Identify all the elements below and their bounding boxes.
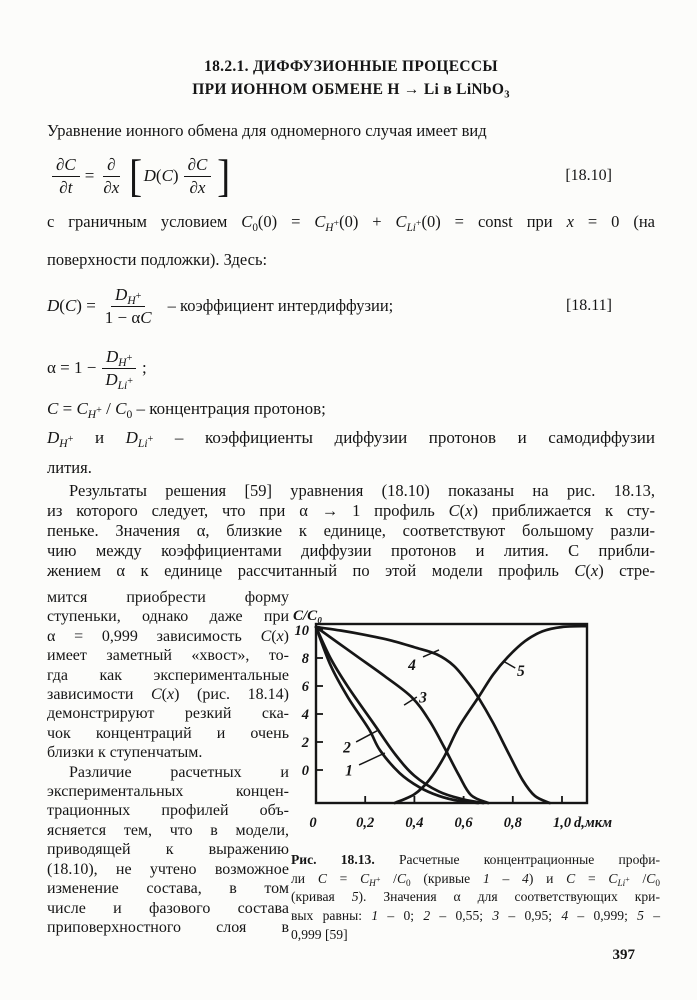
- text-line: экспериментальных концен-: [47, 783, 289, 801]
- section-heading-line1: 18.2.1. ДИФФУЗИОННЫЕ ПРОЦЕССЫ: [204, 58, 498, 75]
- text-line: Различие расчетных и: [69, 763, 289, 781]
- svg-text:d,мкм: d,мкм: [574, 815, 613, 831]
- text-line: трационных профилей объ-: [47, 802, 289, 820]
- svg-text:3: 3: [419, 689, 427, 707]
- svg-text:0,8: 0,8: [503, 815, 522, 831]
- text-line: приводящей к выражению: [47, 841, 289, 859]
- text-line: жением α к единице рассчитанный по этой модели профиль C(x) стре-: [47, 561, 655, 580]
- text-line: ясняется тем, что в модели,: [47, 821, 289, 839]
- frac-dc-dx: $\frac{\partial C}{\partial x}$: [184, 155, 212, 197]
- text-line: 0,999 [59]: [291, 926, 348, 942]
- figure-caption: [291, 851, 660, 945]
- frac-dc-dt: $\frac{\partial C}{\partial t}$: [52, 155, 80, 197]
- text-line: чок концентраций и очень: [47, 724, 289, 742]
- svg-text:1,0: 1,0: [552, 815, 572, 831]
- text-line: мится приобрести форму: [47, 589, 289, 606]
- text-line: α = 0,999 зависимость C(x): [47, 627, 289, 645]
- section-heading-line2: ПРИ ИОННОМ ОБМЕНЕ Н → Li в LiNbO$_3$: [192, 81, 510, 101]
- svg-text:8: 8: [301, 651, 309, 667]
- text-line: (кривая 5). Значения α для соответствующих кри-: [291, 889, 660, 905]
- frac-alpha: $\frac{D_{H^+}}{D_{Li^+}}$: [101, 347, 137, 389]
- text-line: демонстрируют резкий ска-: [47, 705, 289, 723]
- text-line: приповерхностного слоя в: [47, 918, 289, 936]
- text-line: вых равны: 1 – 0; 2 – 0,55; 3 – 0,95; 4 – 0,999; 5 –: [291, 908, 661, 924]
- text-line: Результаты решения [59] уравнения (18.10) показаны на рис. 18.13,: [69, 481, 655, 500]
- svg-text:5: 5: [517, 663, 525, 680]
- text-line: гда как экспериментальные: [47, 666, 289, 684]
- svg-text:0,4: 0,4: [405, 815, 424, 831]
- page-number: 397: [612, 947, 635, 963]
- svg-text:2: 2: [301, 735, 309, 751]
- svg-text:C/C₀: C/C₀: [293, 608, 323, 624]
- frac-d-dx: $\frac{\partial}{\partial x}$: [103, 154, 120, 197]
- text-line: числе и фазового состава: [47, 899, 289, 917]
- right-bracket: ]: [217, 150, 231, 202]
- text-line: (18.10), не учтено возможное: [47, 860, 289, 878]
- equation-number-18-10: [18.10]: [565, 167, 612, 184]
- equation-number-18-11: [18.11]: [565, 297, 612, 314]
- equation-diffcoef-line2: лития.: [47, 458, 92, 477]
- equation-18-11: D(C) = $\frac{D_{H^+}}{1 - \alpha C}$ – коэффициент интердиффузии; [18.11]: [47, 284, 612, 327]
- boundary-condition-line2: поверхности подложки). Здесь:: [47, 250, 268, 269]
- intro-line: Уравнение ионного обмена для одномерного случая имеет вид: [47, 121, 487, 140]
- section-heading: [47, 55, 655, 101]
- svg-text:0: 0: [301, 763, 309, 779]
- equation-diffcoef-line1: $D_{H^+}$ и $D_{Li^+}$ – коэффициенты диффузии протонов и самодиффузии: [47, 428, 655, 451]
- svg-text:4: 4: [301, 707, 309, 723]
- equation-alpha: α = 1 − $\frac{D_{H^+}}{D_{Li^+}}$ ;: [47, 346, 147, 392]
- svg-text:2: 2: [343, 739, 351, 757]
- svg-text:0,2: 0,2: [356, 815, 375, 831]
- left-text-column: [47, 588, 289, 937]
- text-line: изменение состава, в том: [47, 880, 289, 898]
- text-line: ли $C = C_{H^+}$ $/C_0$ (кривые 1 – 4) и $C = C_{Li^+}$ $/C_0$: [291, 870, 660, 888]
- svg-text:0,6: 0,6: [454, 815, 473, 831]
- text-line: зависимости C(x) (рис. 18.14): [47, 686, 289, 704]
- text-line: близки к ступенчатым.: [47, 744, 203, 762]
- left-bracket: [: [129, 150, 143, 202]
- text-line: пеньке. Значения α, близкие к единице, соответствуют большому разли-: [47, 521, 655, 540]
- boundary-condition-line1: с граничным условием $C_0(0) = C_{H^+}(0) + C_{Li^+}(0)$ = const при x = 0 (на: [47, 212, 655, 234]
- text-line: ступеньки, однако даже при: [47, 608, 289, 626]
- text-line: имеет заметный «хвост», то-: [47, 647, 289, 665]
- svg-text:4: 4: [408, 656, 416, 674]
- concentration-profiles-chart: [289, 596, 659, 846]
- svg-text:0: 0: [309, 815, 317, 831]
- equation-18-10: $\frac{\partial C}{\partial t}$ = $\frac{\partial}{\partial x}$ [ D(C) $\frac{\partial C}{\partial x}$ ] [18.10]: [47, 148, 655, 204]
- svg-text:6: 6: [301, 679, 309, 695]
- equation-concentration: $C = C_{H^+} / C_0$ – концентрация протонов;: [47, 399, 326, 422]
- frac-interdiffusion: $\frac{D_{H^+}}{1 - \alpha C}$: [104, 284, 152, 327]
- svg-text:10: 10: [294, 623, 309, 639]
- text-line: из которого следует, что при α → 1 профиль C(x) приближается к сту-: [47, 501, 655, 520]
- paragraph-results: [47, 481, 655, 581]
- text-line: чию между коэффициентами диффузии протонов и лития. С прибли-: [47, 541, 655, 560]
- svg-text:1: 1: [345, 762, 353, 780]
- text-line: Рис. 18.13. Расчетные концентрационные профи-: [291, 852, 660, 867]
